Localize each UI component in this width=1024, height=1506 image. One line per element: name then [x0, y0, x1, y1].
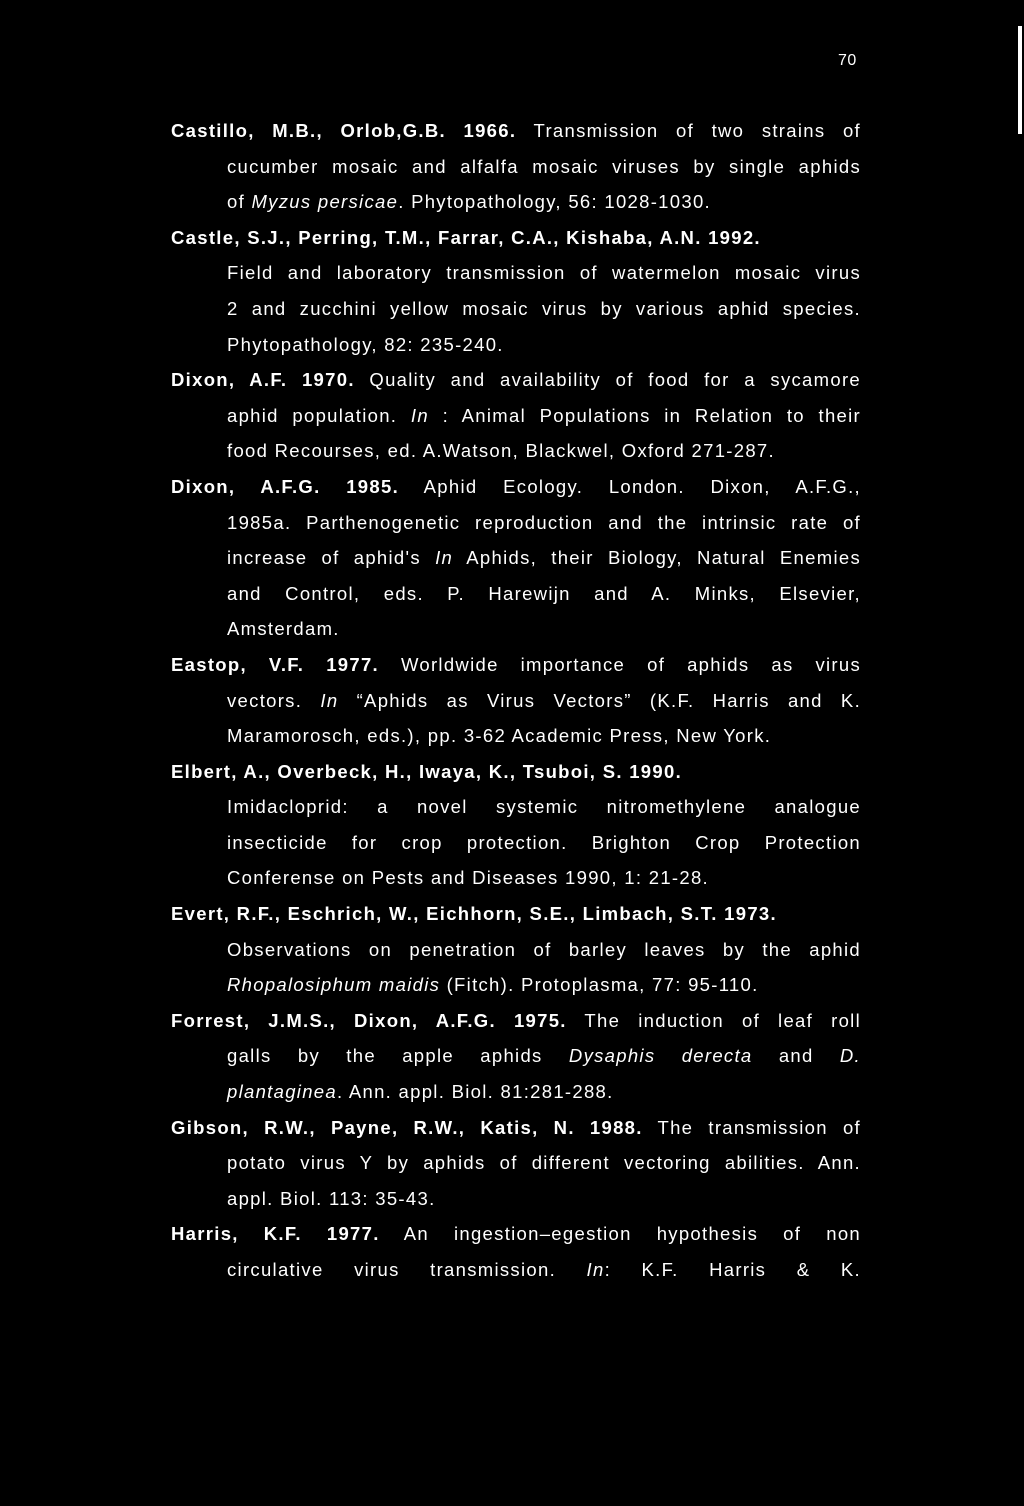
species-name: Myzus persicae: [251, 191, 399, 213]
reference-text: aphid population.: [227, 404, 411, 426]
reference-line: 1985a. Parthenogenetic reproduction and the intrinsic rate of: [227, 511, 861, 533]
species-name: D.: [839, 1045, 861, 1067]
in-marker: In: [410, 404, 429, 426]
reference-author: Dixon, A.F. 1970.: [171, 369, 355, 391]
in-marker: In: [320, 689, 339, 711]
reference-line: Phytopathology, 82: 235-240.: [227, 333, 504, 355]
reference-author: Elbert, A., Overbeck, H., Iwaya, K., Tsuboi, S. 1990.: [171, 760, 683, 782]
reference-entry: [171, 1003, 861, 1110]
reference-entry: [171, 1110, 861, 1217]
reference-text: “Aphids as Virus Vectors” (K.F. Harris and K.: [338, 689, 862, 711]
reference-text: Aphid Ecology. London. Dixon, A.F.G.,: [399, 475, 861, 497]
reference-entry: [171, 362, 861, 469]
reference-line: [171, 1252, 861, 1288]
reference-line: [171, 1074, 861, 1110]
species-name: Rhopalosiphum maidis: [227, 974, 441, 996]
reference-text: The transmission of: [642, 1116, 861, 1138]
reference-author: Castle, S.J., Perring, T.M., Farrar, C.A., Kishaba, A.N. 1992.: [171, 226, 761, 248]
reference-text: : K.F. Harris & K.: [604, 1259, 861, 1280]
reference-line: [171, 1038, 861, 1074]
reference-text: and: [752, 1045, 840, 1067]
reference-entry: [171, 113, 861, 220]
reference-text: increase of aphid's: [227, 547, 436, 569]
reference-text: The induction of leaf roll: [566, 1009, 861, 1031]
reference-line: [171, 469, 861, 505]
reference-author: Forrest, J.M.S., Dixon, A.F.G. 1975.: [171, 1009, 567, 1031]
reference-line: [171, 113, 861, 149]
reference-line: insecticide for crop protection. Brighton Crop Protection: [227, 831, 861, 853]
reference-list: [171, 113, 861, 1288]
reference-line: appl. Biol. 113: 35-43.: [227, 1187, 436, 1209]
reference-author: Gibson, R.W., Payne, R.W., Katis, N. 1988.: [171, 1116, 643, 1138]
reference-entry: [171, 754, 861, 896]
reference-text: galls by the apple aphids: [227, 1045, 569, 1067]
reference-line: Maramorosch, eds.), pp. 3-62 Academic Press, New York.: [227, 725, 772, 747]
in-marker: In: [586, 1259, 605, 1280]
scan-edge-mark: [1018, 26, 1022, 134]
reference-line: Amsterdam.: [227, 618, 340, 640]
in-marker: In: [435, 547, 454, 569]
reference-entry: [171, 1216, 861, 1287]
reference-line: [171, 754, 861, 790]
reference-line: Imidacloprid: a novel systemic nitromethylene analogue: [227, 796, 861, 818]
species-name: Dysaphis derecta: [568, 1045, 753, 1067]
page-number: 70: [838, 52, 857, 69]
reference-text: . Ann. appl. Biol. 81:281-288.: [336, 1081, 614, 1103]
reference-line: [171, 647, 861, 683]
reference-author: Castillo, M.B., Orlob,G.B. 1966.: [171, 120, 517, 141]
reference-line: [171, 184, 861, 220]
reference-line: [171, 1110, 861, 1146]
reference-text: : Animal Populations in Relation to their: [428, 404, 861, 426]
reference-author: Eastop, V.F. 1977.: [171, 653, 379, 675]
reference-text: Transmission of two strains of: [516, 120, 861, 141]
reference-text: Quality and availability of food for a sycamore: [354, 369, 861, 391]
reference-author: Harris, K.F. 1977.: [171, 1223, 380, 1245]
reference-entry: [171, 469, 861, 647]
reference-entry: [171, 220, 861, 362]
reference-line: [171, 220, 861, 256]
reference-author: Dixon, A.F.G. 1985.: [171, 475, 400, 497]
reference-entry: [171, 647, 861, 754]
reference-line: potato virus Y by aphids of different vectoring abilities. Ann.: [227, 1152, 861, 1174]
reference-entry: [171, 896, 861, 1003]
reference-line: [171, 398, 861, 434]
reference-line: [171, 1003, 861, 1039]
reference-line: [171, 896, 861, 932]
reference-text: circulative virus transmission.: [227, 1259, 587, 1280]
reference-line: [171, 540, 861, 576]
reference-text: An ingestion–egestion hypothesis of non: [379, 1223, 862, 1245]
reference-line: [171, 1216, 861, 1252]
reference-line: Conferense on Pests and Diseases 1990, 1: 21-28.: [227, 867, 710, 889]
reference-text: vectors.: [227, 689, 321, 711]
reference-text: Worldwide importance of aphids as virus: [379, 653, 862, 675]
reference-text: . Phytopathology, 56: 1028-1030.: [398, 191, 711, 213]
reference-line: Observations on penetration of barley leaves by the aphid: [227, 938, 861, 960]
reference-line: [171, 683, 861, 719]
reference-line: food Recourses, ed. A.Watson, Blackwel, Oxford 271-287.: [227, 440, 775, 462]
reference-line: and Control, eds. P. Harewijn and A. Minks, Elsevier,: [227, 582, 861, 604]
reference-text: Aphids, their Biology, Natural Enemies: [453, 547, 861, 569]
reference-line: 2 and zucchini yellow mosaic virus by various aphid species.: [227, 297, 861, 319]
reference-line: Field and laboratory transmission of watermelon mosaic virus: [227, 262, 861, 284]
reference-text: of: [227, 191, 252, 213]
reference-line: [171, 967, 861, 1003]
species-name: plantaginea: [227, 1081, 337, 1103]
reference-line: cucumber mosaic and alfalfa mosaic viruses by single aphids: [227, 155, 861, 177]
reference-line: [171, 362, 861, 398]
reference-text: (Fitch). Protoplasma, 77: 95-110.: [440, 974, 759, 996]
reference-author: Evert, R.F., Eschrich, W., Eichhorn, S.E., Limbach, S.T. 1973.: [171, 903, 777, 925]
